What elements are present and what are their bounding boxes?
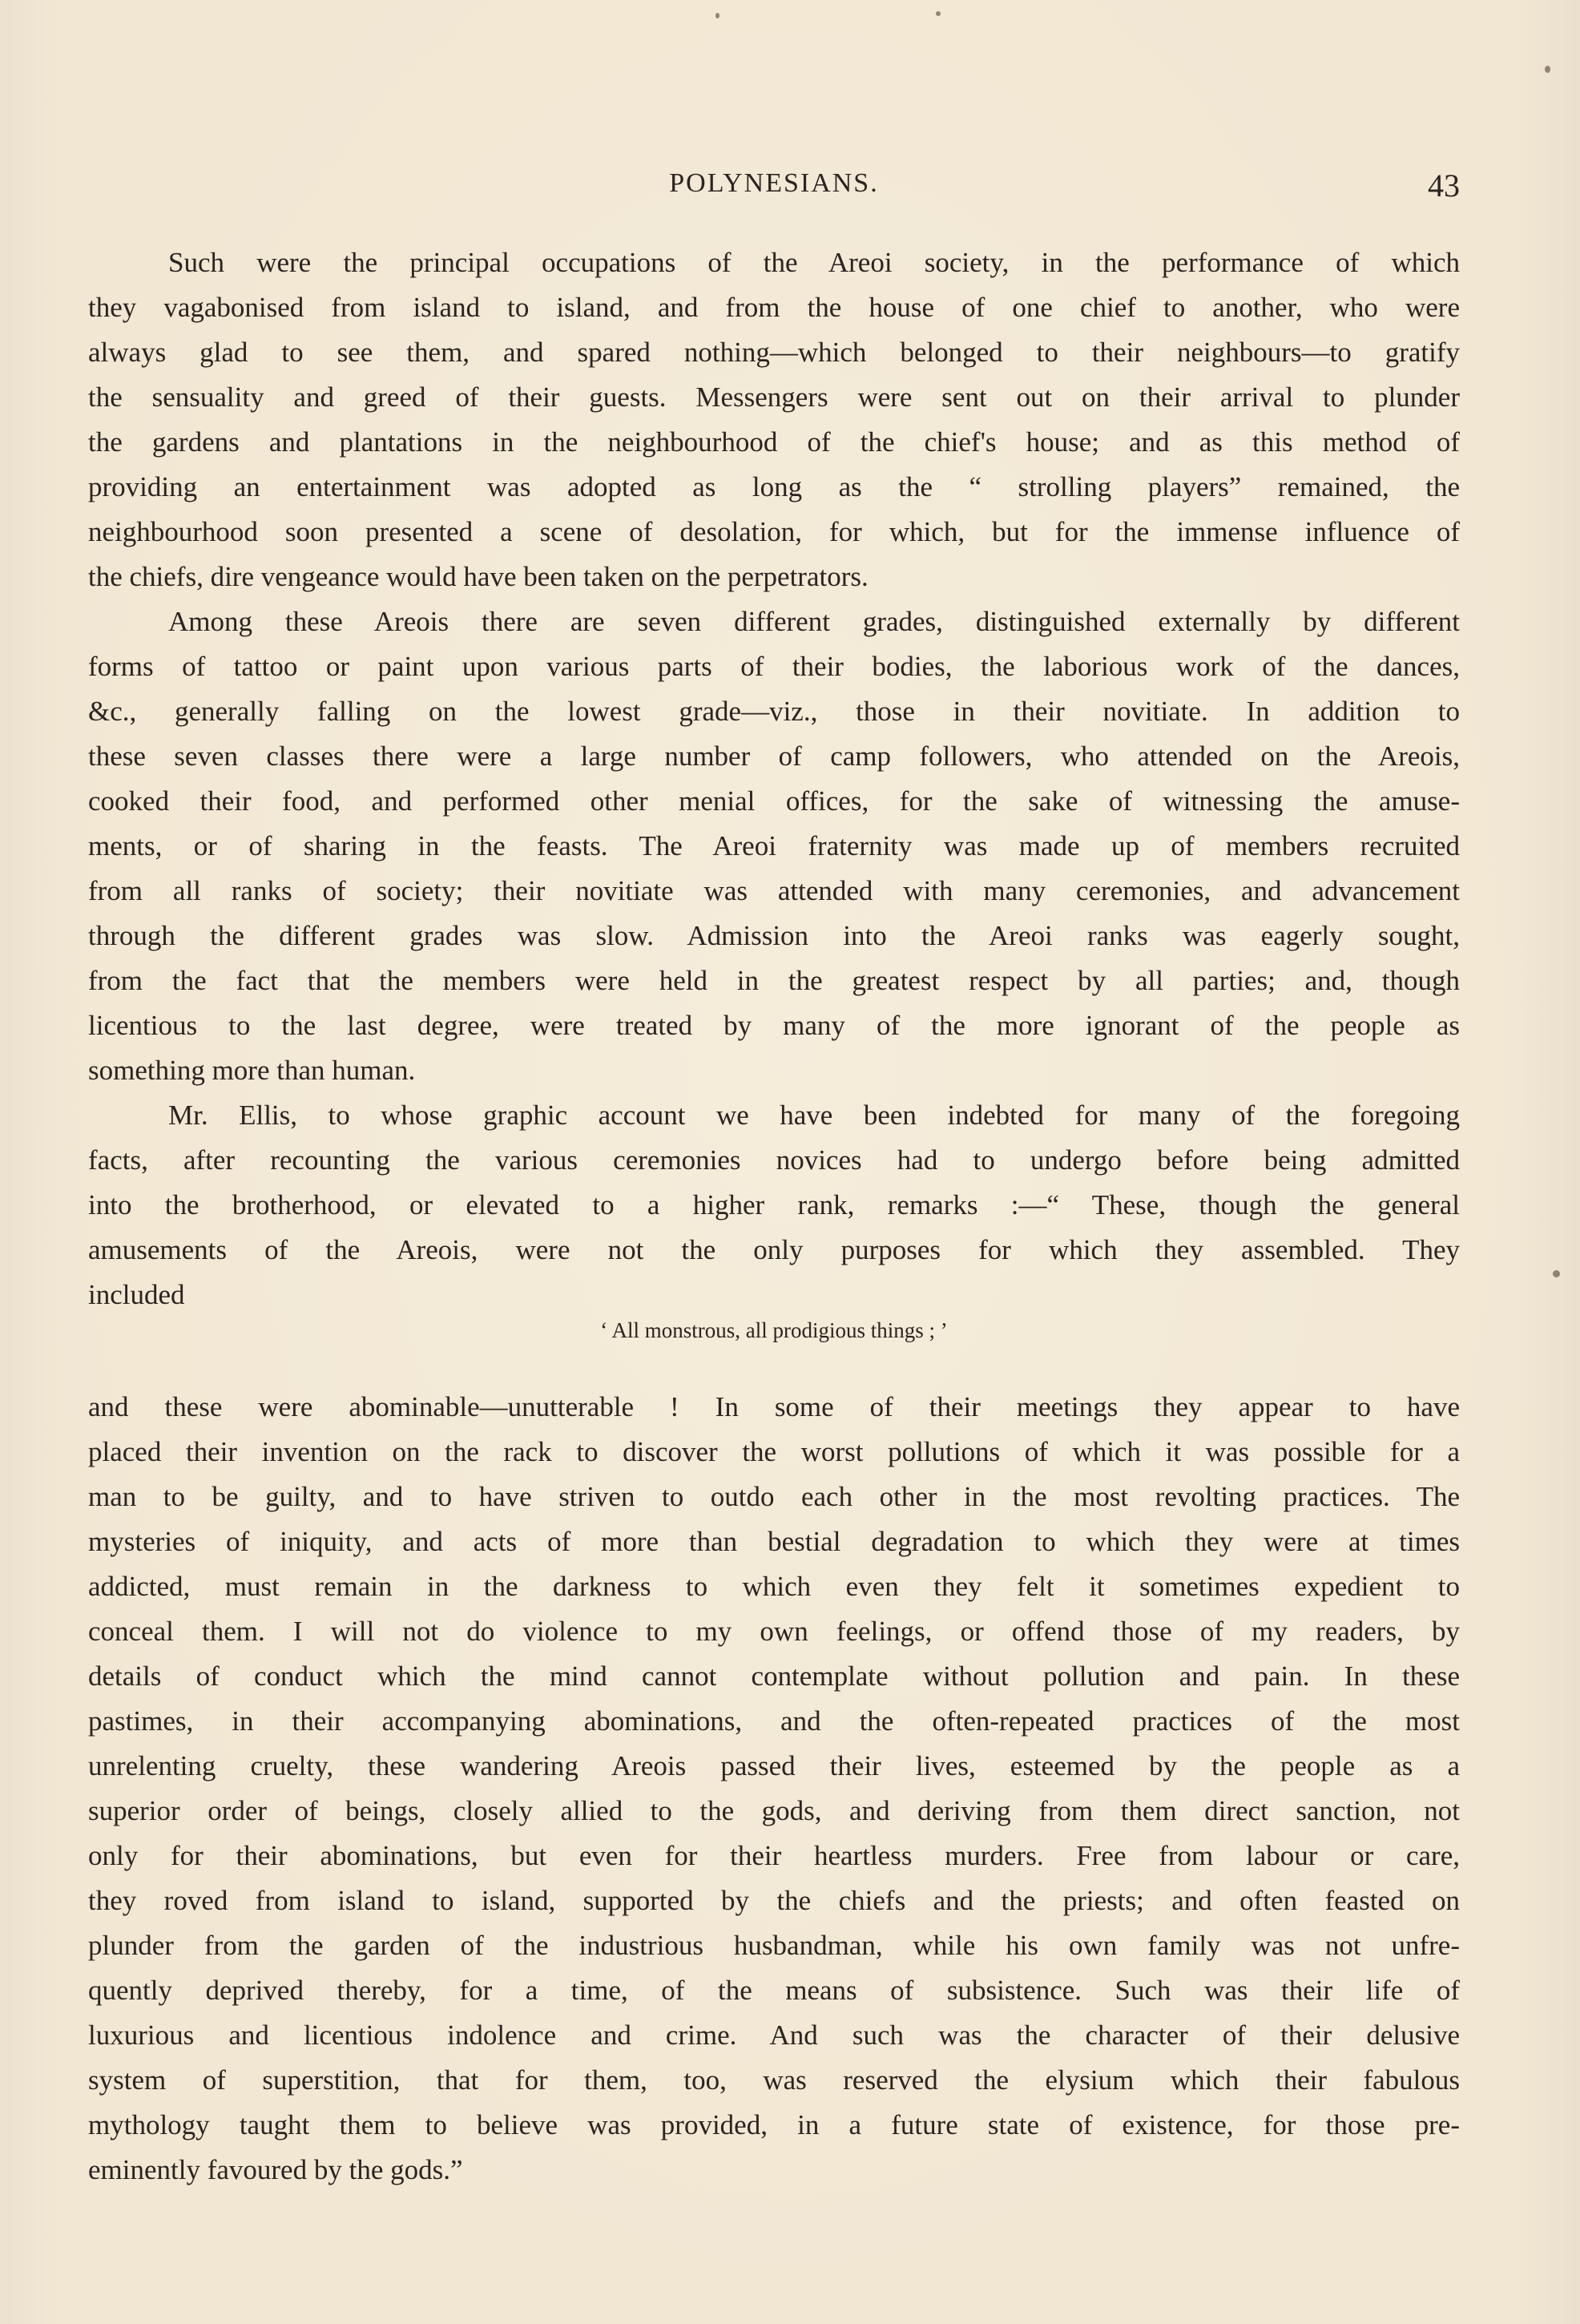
text-line: into the brotherhood, or elevated to a higher rank, remarks :—“ These, though the general: [88, 1189, 1460, 1221]
running-title: POLYNESIANS.: [669, 168, 879, 198]
text-line: something more than human.: [88, 1055, 416, 1086]
text-line: details of conduct which the mind cannot contemplate without pollution and pain. In these: [88, 1660, 1460, 1692]
text-line: superior order of beings, closely allied to the gods, and deriving from them direct sanction, not: [88, 1795, 1460, 1826]
text-line: quently deprived thereby, for a time, of the means of subsistence. Such was their life of: [88, 1975, 1460, 2006]
paper-speck: [1545, 66, 1550, 73]
text-line: luxurious and licentious indolence and crime. And such was the character of their delusive: [88, 2019, 1460, 2051]
text-line: Such were the principal occupations of the Areoi society, in the performance of which: [168, 247, 1460, 278]
text-line: addicted, must remain in the darkness to which even they felt it sometimes expedient to: [88, 1571, 1460, 1602]
text-line: ments, or of sharing in the feasts. The Areoi fraternity was made up of members recruited: [88, 830, 1460, 861]
text-line: the gardens and plantations in the neighbourhood of the chief's house; and as this method of: [88, 426, 1460, 458]
text-line: and these were abominable—unutterable ! In some of their meetings they appear to have: [88, 1391, 1460, 1422]
paper-speck: [936, 11, 941, 16]
text-line: providing an entertainment was adopted as long as the “ strolling players” remained, the: [88, 471, 1460, 502]
text-line: facts, after recounting the various ceremonies novices had to undergo before being admitted: [88, 1144, 1460, 1176]
text-line: always glad to see them, and spared nothing—which belonged to their neighbours—to gratify: [88, 337, 1460, 368]
text-line: the sensuality and greed of their guests. Messengers were sent out on their arrival to plunder: [88, 381, 1460, 413]
text-line: plunder from the garden of the industrious husbandman, while his own family was not unfre-: [88, 1930, 1460, 1961]
verse-quotation-block: [88, 1273, 1460, 1385]
text-line: unrelenting cruelty, these wandering Areois passed their lives, esteemed by the people as a: [88, 1750, 1460, 1781]
text-line: licentious to the last degree, were treated by many of the more ignorant of the people as: [88, 1010, 1460, 1041]
text-line: from the fact that the members were held in the greatest respect by all parties; and, though: [88, 965, 1460, 996]
text-line: mythology taught them to believe was provided, in a future state of existence, for those pre-: [88, 2109, 1460, 2140]
text-line: through the different grades was slow. Admission into the Areoi ranks was eagerly sought,: [88, 920, 1460, 951]
text-line: from all ranks of society; their novitiate was attended with many ceremonies, and advancement: [88, 875, 1460, 906]
text-line: amusements of the Areois, were not the only purposes for which they assembled. They: [88, 1234, 1460, 1265]
paper-speck: [715, 13, 719, 18]
text-line: mysteries of iniquity, and acts of more than bestial degradation to which they were at times: [88, 1526, 1460, 1557]
text-line: &c., generally falling on the lowest grade—viz., those in their novitiate. In addition to: [88, 696, 1460, 727]
text-line: eminently favoured by the gods.”: [88, 2154, 463, 2185]
text-line: system of superstition, that for them, too, was reserved the elysium which their fabulous: [88, 2064, 1460, 2096]
text-line: Mr. Ellis, to whose graphic account we have been indebted for many of the foregoing: [168, 1099, 1460, 1131]
text-line: man to be guilty, and to have striven to outdo each other in the most revolting practices. The: [88, 1481, 1460, 1512]
text-line: forms of tattoo or paint upon various parts of their bodies, the laborious work of the dances,: [88, 651, 1460, 682]
text-line: pastimes, in their accompanying abominations, and the often-repeated practices of the most: [88, 1705, 1460, 1737]
text-line: placed their invention on the rack to discover the worst pollutions of which it was possible for a: [88, 1436, 1460, 1467]
text-line: Among these Areois there are seven different grades, distinguished externally by different: [168, 606, 1460, 637]
paper-speck: [1553, 1270, 1560, 1277]
text-line: neighbourhood soon presented a scene of desolation, for which, but for the immense influence of: [88, 516, 1460, 547]
text-line: the chiefs, dire vengeance would have been taken on the perpetrators.: [88, 561, 869, 592]
text-line: these seven classes there were a large number of camp followers, who attended on the Areois,: [88, 740, 1460, 772]
running-head: [88, 167, 1460, 205]
text-line: only for their abominations, but even for their heartless murders. Free from labour or care,: [88, 1840, 1460, 1871]
lead-in-word: included: [88, 1279, 185, 1310]
text-line: they vagabonised from island to island, and from the house of one chief to another, who were: [88, 292, 1460, 323]
text-line: they roved from island to island, supported by the chiefs and the priests; and often feasted on: [88, 1885, 1460, 1916]
text-line: conceal them. I will not do violence to my own feelings, or offend those of my readers, by: [88, 1616, 1460, 1647]
body-text: [88, 240, 1460, 2193]
verse-quotation: ‘ All monstrous, all prodigious things ; ’: [600, 1318, 948, 1342]
text-line: cooked their food, and performed other menial offices, for the sake of witnessing the amuse-: [88, 785, 1460, 817]
page-number: 43: [1428, 167, 1460, 204]
